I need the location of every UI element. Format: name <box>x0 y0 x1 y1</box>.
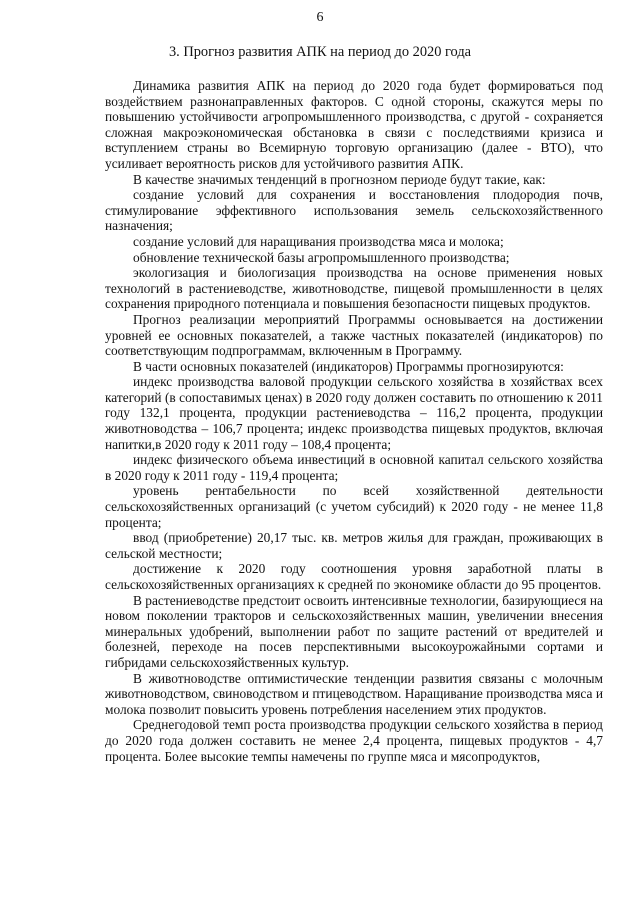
paragraph-livestock: В животноводстве оптимистические тенденции развития связаны с молочным животноводством, свиноводством и птицеводством. Наращивание производства мяса и молока позволит повысить уровень потребления населением этих продуктов. <box>105 670 603 717</box>
list-item-ecology: экологизация и биологизация производства на основе применения новых технологий в растениеводстве, животноводстве, пищевой промышленности в целях сохранения природного потенциала и повышения безопасности пищевых продуктов. <box>105 265 603 312</box>
page-number: 6 <box>316 10 324 25</box>
list-item-technical-base: обновление технической базы агропромышленного производства; <box>133 249 510 265</box>
section-heading: 3. Прогноз развития АПК на период до 2020 года <box>168 44 472 60</box>
list-item-investment-index: индекс физического объема инвестиций в основной капитал сельского хозяйства в 2020 году к 2011 году - 119,4 процента; <box>105 452 603 483</box>
paragraph-intro: Динамика развития АПК на период до 2020 года будет формироваться под воздействием разнонаправленных факторов. С одной стороны, скажутся меры по повышению устойчивости агропромышленного производства, с другой - сохраняется сложная макроэкономическая обстановка в связи с последствиями кризиса и вступлением страны во Всемирную торговую организацию (далее - ВТО), что усиливает вероятность рисков для устойчивого развития АПК. <box>105 78 603 171</box>
body-text <box>105 78 603 764</box>
list-item-housing: ввод (приобретение) 20,17 тыс. кв. метров жилья для граждан, проживающих в сельской местности; <box>105 530 603 561</box>
list-item-production-index: индекс производства валовой продукции сельского хозяйства в хозяйствах всех категорий (в сопоставимых ценах) в 2020 году должен составить по отношению к 2011 году 132,1 процента, продукции растениеводства – 116,2 процента, продукции животноводства – 106,7 процента; индекс производства пищевых продуктов, включая напитки,в 2020 году к 2011 году – 108,4 процента; <box>105 374 603 452</box>
paragraph-growth-rate: Среднегодовой темп роста производства продукции сельского хозяйства в период до 2020 года должен составить не менее 2,4 процента, пищевых продуктов - 4,7 процента. Более высокие темпы намечены по группе мяса и мясопродуктов, <box>105 717 603 764</box>
list-item-soil: создание условий для сохранения и восстановления плодородия почв, стимулирование эффективного использования земель сельскохозяйственного назначения; <box>105 187 603 234</box>
list-item-wages: достижение к 2020 году соотношения уровня заработной платы в сельскохозяйственных организациях к средней по экономике области до 95 процентов. <box>105 561 603 592</box>
list-item-profitability: уровень рентабельности по всей хозяйственной деятельности сельскохозяйственных организаций (с учетом субсидий) к 2020 году - не менее 11,8 процента; <box>105 483 603 530</box>
paragraph-forecast: Прогноз реализации мероприятий Программы основывается на достижении уровней ее основных показателей, а также частных показателей (индикаторов) по соответствующим подпрограммам, включенным в Программу. <box>105 311 603 359</box>
list-item-meat-milk: создание условий для наращивания производства мяса и молока; <box>133 233 504 249</box>
paragraph-crop-production: В растениеводстве предстоит освоить интенсивные технологии, базирующиеся на новом поколении тракторов и сельскохозяйственных машин, увеличении внесения минеральных удобрений, выполнении работ по защите растений от вредителей и болезней, переходе на посев перспективными высокоурожайными сортами и гибридами сельскохозяйственных культур. <box>105 592 603 670</box>
paragraph-trends-lead: В качестве значимых тенденций в прогнозном периоде будут такие, как: <box>133 171 546 187</box>
paragraph-indicators-lead: В части основных показателей (индикаторов) Программы прогнозируются: <box>133 358 564 374</box>
